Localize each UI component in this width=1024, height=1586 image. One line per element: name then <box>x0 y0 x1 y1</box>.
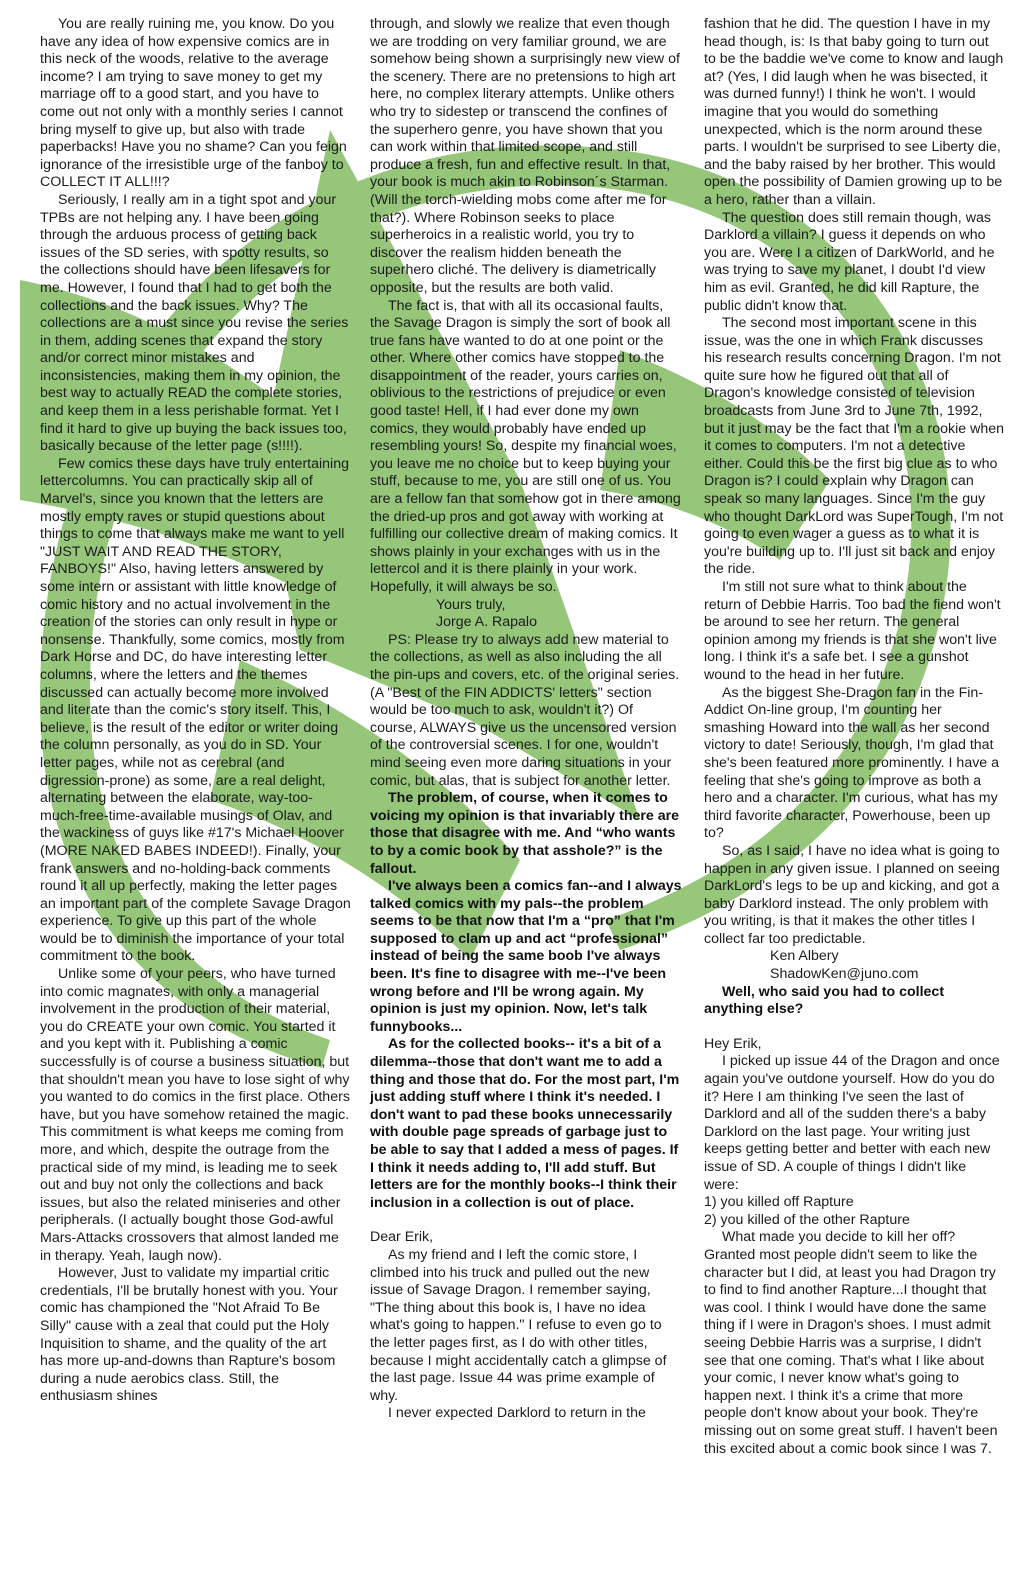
letter-paragraph: I'm still not sure what to think about the return of Debbie Harris. Too bad the fiend won't be around to see her return. The general opinion among my friends is that she won't live long. I think it's a safe bet. I see a gunshot wound to the head in her future. <box>704 579 1001 683</box>
letter-paragraph: Unlike some of your peers, who have turned into comic magnates, with only a managerial involvement in the production of their material, you do CREATE your own comic. You started it and you kept with it. Publishing a comic successfully is of course a business situation, but that shouldn't mean you have to lose sight of why you wanted to do comics in the first place. Others have, but you have somehow retained the magic. This commitment is what keeps me coming from more, and which, despite the outrage from the practical side of my mind, is leading me to seek out and buy not only the collections and back issues, but also the related miniseries and other peripherals. (I actually bought those God-awful Mars-Attacks crossovers that almost landed me in therapy. Yeah, laugh now). <box>40 966 350 1264</box>
letter-paragraph: Few comics these days have truly entertaining lettercolumns. You can practically skip all of Marvel's, since you known that the letters are mostly empty raves or stupid questions about things to come that always make me want to yell "JUST WAIT AND READ THE STORY, FANBOYS!" Also, having letters answered by some intern or assistant with little knowledge of comic history and no actual involvement in the creation of the stories can only result in hype or nonsense. Thankfully, some comics, mostly from Dark Horse and DC, do have interesting letter columns, where the letters and the themes discussed can actually become more involved and literate than the comic's story itself. This, I believe, is the result of the editor or writer doing the column personally, as you do in SD. Your letter pages, while not as cerebral (and digression-prone) as some, are a real delight, alternating between the elaborate, way-too-much-free-time-available musings of Olav, and the wackiness of guys like #17's Michael Hoover (MORE NAKED BABES INDEED!). Finally, your frank answers and no-holding-back comments round it all up perfectly, making the letter pages an important part of the complete Savage Dragon experience. To give up this part of the whole would be to diminish the importance of your total commitment to the book. <box>40 455 351 965</box>
list-item: 1) you killed off Rapture <box>704 1194 854 1211</box>
letter-postscript: PS: Please try to always add new material to the collections, as well as also including the all the pin-ups and covers, etc. of the original series. (A "Best of the FIN ADDICTS' letters" section would be too much to ask, wouldn't it?) Of course, ALWAYS give us the uncensored version of the controversial scenes. I for one, wouldn't mind seeing even more daring situations in your comic, but alas, that is subject for another letter. <box>370 631 680 789</box>
letter-paragraph: Seriously, I really am in a tight spot and your TPBs are not helping any. I have been going through the arduous process of getting back issues of the SD series, with spotty results, so the collections should have been lifesavers for me. However, I found that I had to get both the collections and the back issues. Why? The collections are a must since you revise the series in them, adding scenes that expand the story and/or correct minor mistakes and inconsistencies, making them in my opinion, the best way to actually READ the complete stories, and keep them in a less perishable format. Yet I find it hard to give up buying the back issues too, basically because of the letter page (s!!!!). <box>40 191 349 455</box>
letter-paragraph: The fact is, that with all its occasional faults, the Savage Dragon is simply the sort of book all true fans have wanted to do at one point or the other. Where other comics have stopped to the disappointment of the reader, yours carries on, oblivious to the restrictions of prejudice or even good taste! Hell, if I had ever done my own comics, they would probably have ended up resembling yours! So, despite my financial woes, you leave me no choice but to keep buying your stuff, because to me, you are still one of us. You are a fellow fan that somehow got in there among the dried-up pros and got away with working at fulfilling our collective dream of making comics. It shows plainly in your exchanges with us in the lettercol and it is there plainly in your work. Hopefully, it will always be so. <box>370 297 681 595</box>
letter-paragraph: fashion that he did. The question I have in my head though, is: Is that baby going to turn out to be the baddie we've come to know and laugh at? (Yes, I did laugh when he was bisected, it was durned funny!) I think he won't. I would imagine that you would do something unexpected, which is the norm around these parts. I wouldn't be surprised to see Liberty die, and the baby raised by her brother. This would open the possibility of Damien growing up to be a hero, rather than a villain. <box>704 16 1004 208</box>
letter-paragraph: I picked up issue 44 of the Dragon and once again you've outdone yourself. How do you do it? Here I am thinking I've seen the last of Darklord and all of the sudden there's a baby Darklord on the last page. Your writing just keeps getting better and better with each new issue of SD. A couple of things I didn't like were: <box>704 1053 1000 1193</box>
letter-paragraph: The question does still remain though, was Darklord a villain? I guess it depends on who you are. Were I a citizen of DarkWorld, and he was trying to save my planet, I doubt I'd view him as evil. Granted, he did kill Rapture, the public didn't know that. <box>704 209 995 314</box>
letter-email: ShadowKen@juno.com <box>770 966 919 983</box>
letter-closing: Yours truly, <box>436 596 506 613</box>
column-3 <box>704 16 1004 1458</box>
letter-paragraph: You are really ruining me, you know. Do you have any idea of how expensive comics are in this neck of the woods, relative to the average income? I am trying to save money to get my marriage off to a good start, and you have to come out not only with a monthly series I cannot bring myself to give up, but also with trade paperbacks! Have you no shame? Can you feign ignorance of the irresistible urge of the fanboy to COLLECT IT ALL!!!? <box>40 16 347 191</box>
letter-signature: Ken Albery <box>770 948 839 965</box>
editor-reply: Well, who said you had to collect anything else? <box>704 983 945 1018</box>
letter-paragraph: So, as I said, I have no idea what is going to happen in any given issue. I planned on seeing DarkLord's legs to be up and kicking, and got a baby Darklord instead. The only problem with you writing, is that it makes the other titles I collect far too predictable. <box>704 842 1000 947</box>
letter-salutation: Hey Erik, <box>704 1035 762 1052</box>
letter-paragraph: What made you decide to kill her off? Granted most people didn't seem to like the character but I did, at least you had Dragon try to find to find another Rapture...I thought that was cool. I think I would have done the same thing if I were in Dragon's shoes. I must admit seeing Debbie Harris was a surprise, I didn't see that one coming. That's what I like about your comic, I never know what's going to happen next. I think it's a crime that more people don't know about your book. They're missing out on some great stuff. I haven't been this excited about a comic book since I was 7. <box>704 1229 998 1457</box>
letter-paragraph: I never expected Darklord to return in the <box>388 1405 646 1422</box>
letter-signature: Jorge A. Rapalo <box>436 614 537 631</box>
editor-reply: The problem, of course, when it comes to voicing my opinion is that invariably there are those that disagree with me. And “who wants to by a comic book by that asshole?” is the fallout. <box>370 790 680 877</box>
editor-reply: I've always been a comics fan--and I always talked comics with my pals--the problem seems to be that now that I'm a “pro” that I'm supposed to clam up and act “professional” instead of being the same boob I've always been. It's fine to disagree with me--I've been wrong before and I'll be wrong again. My opinion is just my opinion. Now, let's talk funnybooks... <box>370 878 682 1035</box>
column-2 <box>370 16 682 1423</box>
list-item: 2) you killed of the other Rapture <box>704 1211 910 1228</box>
editor-reply: As for the collected books-- it's a bit of a dilemma--those that don't want me to add a thing and those that do. For the most part, I'm just adding stuff where I think it's needed. I don't want to pad these books unnecessarily with double page spreads of garbage just to be able to say that I added a mess of pages. If I think it needs adding to, I'll add stuff. But letters are for the monthly books--I think their inclusion in a collection is out of place. <box>370 1036 680 1211</box>
letter-paragraph: The second most important scene in this issue, was the one in which Frank discusses his research results concerning Dragon. I'm not quite sure how he figured out that all of Dragon's knowledge consisted of television broadcasts from June 3rd to June 7th, 1992, but it just may be the fact that I'm a rookie when it comes to computers. I'm not a detective either. Could this be the first big clue as to who Dragon is? I could explain why Dragon can speak so many languages. Since I'm the guy who thought DarkLord was SuperTough, I'm not going to even wager a guess as to what it is you're building up to. I'll just sit back and enjoy the ride. <box>704 315 1005 578</box>
letter-paragraph: As the biggest She-Dragon fan in the Fin-Addict On-line group, I'm counting her smashing Howard into the wall as her second victory to date! Seriously, though, I'm glad that she's been featured more prominently. I have a feeling that she's going to improve as both a hero and a character. I'm curious, what has my third favorite character, Powerhouse, been up to? <box>704 684 1000 842</box>
letter-paragraph: As my friend and I left the comic store, I climbed into his truck and pulled out the new issue of Savage Dragon. I remember saying, "The thing about this book is, I have no idea what's going to happen." I refuse to even go to the letter pages first, as I do with other titles, because I might accidentally catch a glimpse of the last page. Issue 44 was prime example of why. <box>370 1246 667 1404</box>
letter-paragraph: through, and slowly we realize that even though we are trodding on very familiar ground, we are somehow being shown a surprisingly new view of the scenery. There are no pretensions to high art here, no complex literary attempts. Unlike others who try to sidestep or transcend the confines of the superhero genre, you have shown that you can work within that limited scope, and still produce a fresh, fun and effective result. In that, your book is much akin to Robinson´s Starman. (Will the torch-wielding mobs come after me for that?). Where Robinson seeks to place superheroics in a realistic world, you try to discover the realism hidden beneath the superhero cliché. The delivery is diametrically opposite, but the results are both valid. <box>370 16 680 296</box>
letter-paragraph: However, Just to validate my impartial critic credentials, I'll be brutally honest with you. Your comic has championed the "Not Afraid To Be Silly" cause with a zeal that could put the Holy Inquisition to shame, and the quality of the art has more up-and-downs than Rapture's bosom during a nude aerobics class. Still, the enthusiasm shines <box>40 1265 338 1405</box>
letter-salutation: Dear Erik, <box>370 1229 434 1246</box>
column-1 <box>40 16 352 1406</box>
